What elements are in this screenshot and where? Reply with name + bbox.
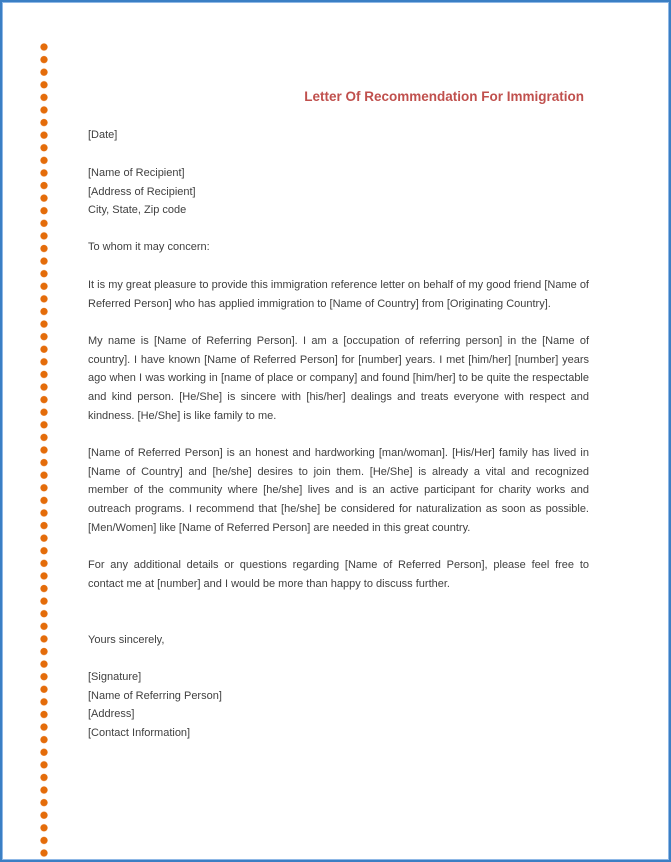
closing-line (88, 631, 589, 650)
signature-block (88, 668, 589, 743)
recipient-block (88, 164, 589, 220)
recipient-city-state-zip: City, State, Zip code (88, 204, 187, 217)
paragraph-about-referrer: My name is [Name of Referring Person]. I am a [occupation of referring person] in the [Name of country]. I have known [Name of Referred Person] for [number] years. I met [him/her] [number] years ago when I was working in [name of place or company] and found [him/her] to be quite the respectable and kind person. [He/She] is sincere with [his/her] dealings and treats everyone with respect and kindness. [He/She] is like family to me. (88, 335, 589, 422)
recipient-name: [Name of Recipient] (88, 167, 185, 179)
signature: [Signature] (88, 671, 142, 683)
paragraph-contact: For any additional details or questions regarding [Name of Referred Person], please feel free to contact me at [number] and I would be more than happy to discuss further. (88, 559, 589, 590)
closing: Yours sincerely, (88, 634, 165, 646)
paragraph-about-referred: [Name of Referred Person] is an honest and hardworking [man/woman]. [His/Her] family has lived in [Name of Country] and [he/she] desires to join them. [He/She] is already a vital and recognized member of the community where [he/she] lives and is an active participant for charity works and outreach programs. I recommend that [he/she] be considered for naturalization as soon as possible. [Men/Women] like [Name of Referred Person] are needed in this great country. (88, 447, 589, 534)
date-line (88, 126, 589, 145)
referrer-address: [Address] (88, 708, 135, 721)
referrer-name: [Name of Referring Person] (88, 689, 222, 702)
salutation-line (88, 238, 589, 257)
dotted-margin-border (40, 43, 48, 858)
paragraph-intro: It is my great pleasure to provide this immigration reference letter on behalf of my good friend [Name of Referred Person] who has applied immigration to [Name of Country] from [Originating Country]. (88, 279, 589, 310)
referrer-contact: [Contact Information] (88, 727, 191, 740)
letter-title: Letter Of Recommendation For Immigration (304, 89, 584, 104)
recipient-address: [Address of Recipient] (88, 185, 196, 198)
date: [Date] (88, 129, 118, 141)
salutation: To whom it may concern: (88, 241, 210, 253)
